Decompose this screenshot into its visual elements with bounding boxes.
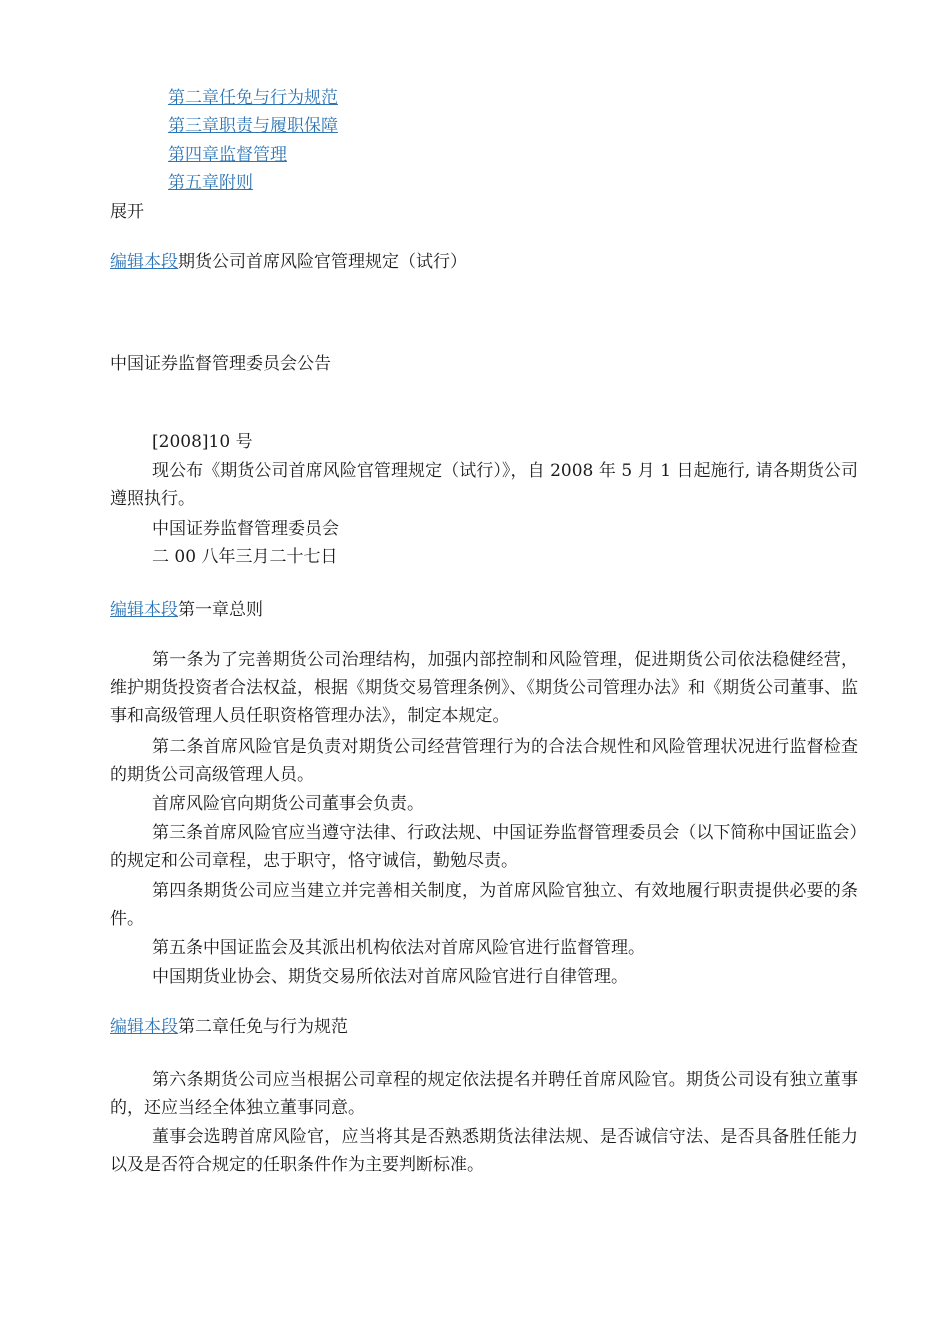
paragraph-article-1: 第一条为了完善期货公司治理结构，加强内部控制和风险管理，促进期货公司依法稳健经营，维护期货投资者合法权益，根据《期货交易管理条例》、《期货公司管理办法》和《期货公司董事、监事和高级管理人员任职资格管理办法》，制定本规定。 xyxy=(110,650,858,726)
edit-section-link[interactable]: 编辑本段 xyxy=(110,252,178,272)
paragraph-article-6: 第六条期货公司应当根据公司章程的规定依法提名并聘任首席风险官。期货公司设有独立董事的，还应当经全体独立董事同意。 xyxy=(110,1070,858,1118)
announcement-heading: 中国证券监督管理委员会公告 xyxy=(110,354,331,374)
toc-link[interactable]: 第四章监督管理 xyxy=(168,145,287,165)
expand-toggle[interactable]: 展开 xyxy=(110,202,144,222)
toc-link[interactable]: 第二章任免与行为规范 xyxy=(168,88,338,108)
section-heading-title xyxy=(110,248,860,276)
toc-item-chapter-2[interactable] xyxy=(168,84,918,112)
section-heading-chapter-2 xyxy=(110,1013,860,1041)
toc-link[interactable]: 第三章职责与履职保障 xyxy=(168,116,338,136)
toc-item-chapter-4[interactable] xyxy=(168,141,918,169)
edit-section-link[interactable]: 编辑本段 xyxy=(110,1017,178,1037)
section-title: 第二章任免与行为规范 xyxy=(178,1017,348,1037)
announcement-date: 二 00 八年三月二十七日 xyxy=(152,547,338,567)
paragraph-article-3: 第三条首席风险官应当遵守法律、行政法规、中国证券监督管理委员会（以下简称中国证监会）的规定和公司章程，忠于职守，恪守诚信，勤勉尽责。 xyxy=(110,823,858,871)
section-heading-chapter-1 xyxy=(110,596,860,624)
paragraph-article-2b: 首席风险官向期货公司董事会负责。 xyxy=(152,794,424,814)
toc-item-chapter-5[interactable] xyxy=(168,169,918,197)
announcement-body: 现公布《期货公司首席风险官管理规定（试行）》，自 2008 年 5 月 1 日起施行, 请各期货公司遵照执行。 xyxy=(110,461,858,509)
announcement-number: [2008]10 号 xyxy=(152,432,253,452)
paragraph-article-5: 第五条中国证监会及其派出机构依法对首席风险官进行监督管理。 xyxy=(152,938,645,958)
toc-link[interactable]: 第五章附则 xyxy=(168,173,253,193)
section-title: 第一章总则 xyxy=(178,600,263,620)
paragraph-article-6b: 董事会选聘首席风险官，应当将其是否熟悉期货法律法规、是否诚信守法、是否具备胜任能力以及是否符合规定的任职条件作为主要判断标准。 xyxy=(110,1127,858,1175)
section-title: 期货公司首席风险官管理规定（试行） xyxy=(178,252,467,272)
toc-item-chapter-3[interactable] xyxy=(168,112,918,140)
paragraph-article-5b: 中国期货业协会、期货交易所依法对首席风险官进行自律管理。 xyxy=(152,967,628,987)
paragraph-article-2: 第二条首席风险官是负责对期货公司经营管理行为的合法合规性和风险管理状况进行监督检查的期货公司高级管理人员。 xyxy=(110,737,858,785)
paragraph-article-4: 第四条期货公司应当建立并完善相关制度，为首席风险官独立、有效地履行职责提供必要的条件。 xyxy=(110,881,858,929)
edit-section-link[interactable]: 编辑本段 xyxy=(110,600,178,620)
announcement-issuer: 中国证券监督管理委员会 xyxy=(152,519,339,539)
